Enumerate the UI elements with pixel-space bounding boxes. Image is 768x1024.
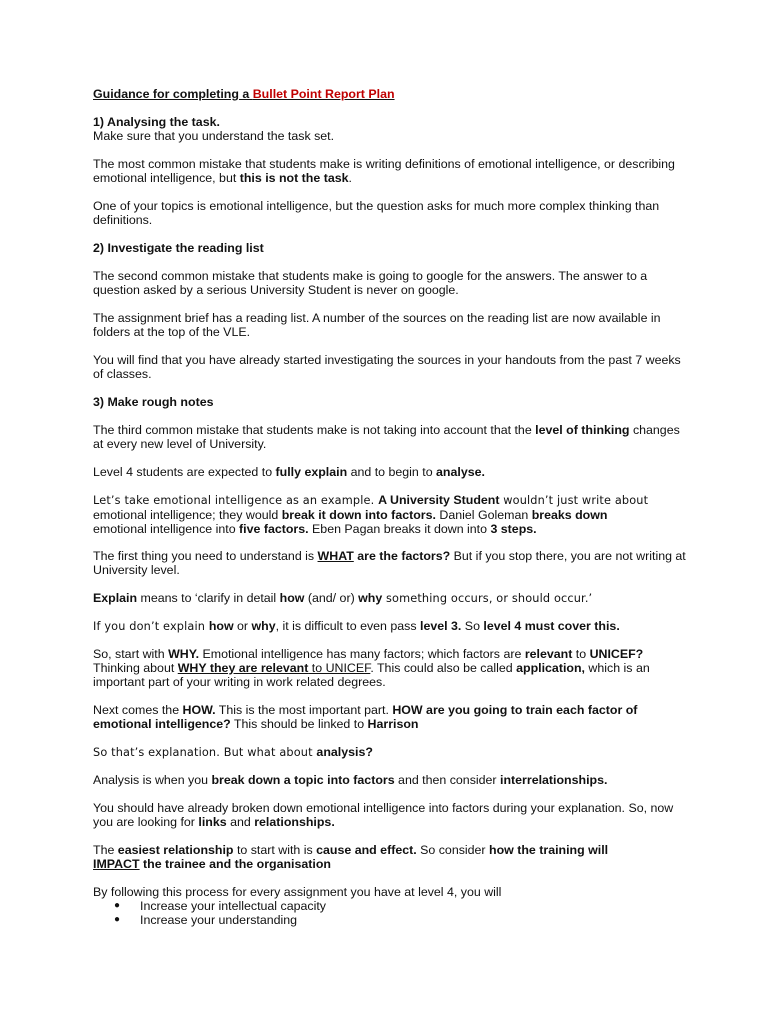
title-highlight: Bullet Point Report Plan (252, 87, 395, 101)
document-title (93, 87, 693, 101)
bullet-icon: ● (114, 914, 121, 925)
title-text: Guidance for completing a (93, 87, 253, 101)
section-3-paragraph-9: So that’s explanation. But what about analysis? (93, 745, 373, 759)
section-2-paragraph-2: The assignment brief has a reading list. A number of the sources on the reading list are now available in folders at the top of the VLE. (93, 311, 661, 339)
section-1-paragraph-2: The most common mistake that students make is writing definitions of emotional intelligence, or describing emotional intelligence, but this is not the task. (93, 157, 675, 185)
bullet-icon: ● (114, 900, 121, 911)
section-2-heading: 2) Investigate the reading list (93, 241, 264, 255)
bullet-list (93, 899, 693, 927)
section-3-paragraph-12: The easiest relationship to start with is cause and effect. So consider how the training will IMPACT the trainee and the organisation (93, 843, 609, 871)
section-3-heading: 3) Make rough notes (93, 395, 214, 409)
section-3-paragraph-11: You should have already broken down emotional intelligence into factors during your explanation. So, now you are looking for links and relationships. (93, 801, 674, 829)
section-3-paragraph-10: Analysis is when you break down a topic into factors and then consider interrelationships. (93, 773, 608, 787)
section-1-heading: 1) Analysing the task. (93, 115, 220, 129)
section-3-paragraph-1: The third common mistake that students make is not taking into account that the level of thinking changes at every new level of University. (93, 423, 680, 451)
section-2-paragraph-1: The second common mistake that students make is going to google for the answers. The answer to a question asked by a serious University Student is never on google. (93, 269, 648, 297)
list-item: ● Increase your intellectual capacity (114, 899, 326, 913)
section-3-paragraph-4: The first thing you need to understand is WHAT are the factors? But if you stop there, you are not writing at University level. (93, 549, 686, 577)
section-2-paragraph-3: You will find that you have already started investigating the sources in your handouts from the past 7 weeks of classes. (93, 353, 681, 381)
section-3-paragraph-3: Let’s take emotional intelligence as an example. A University Student wouldn’t just write about emotional intelligence; they would break it down into factors. Daniel Goleman breaks down emotional intelligence into five factors. Eben Pagan breaks it down into 3 steps. (93, 493, 649, 536)
section-1-line: Make sure that you understand the task set. (93, 129, 335, 143)
section-3-paragraph-2: Level 4 students are expected to fully explain and to begin to analyse. (93, 465, 485, 479)
section-1-paragraph-3: One of your topics is emotional intelligence, but the question asks for much more complex thinking than definitions. (93, 199, 660, 227)
section-3-paragraph-8: Next comes the HOW. This is the most important part. HOW are you going to train each factor of emotional intelligence? This should be linked to Harrison (93, 703, 638, 731)
section-3-paragraph-6: If you don’t explain how or why, it is difficult to even pass level 3. So level 4 must cover this. (93, 619, 620, 633)
section-3-paragraph-13: By following this process for every assignment you have at level 4, you will (93, 885, 502, 899)
list-item: ● Increase your understanding (114, 913, 298, 927)
section-3-paragraph-7: So, start with WHY. Emotional intelligence has many factors; which factors are relevant to UNICEF? Thinking about WHY they are relevant to UNICEF. This could also be called application, which is an important part of your writing in work related degrees. (93, 647, 650, 689)
section-3-paragraph-5: Explain means to ‘clarify in detail how (and/ or) why something occurs, or should occur.’ (93, 591, 593, 605)
